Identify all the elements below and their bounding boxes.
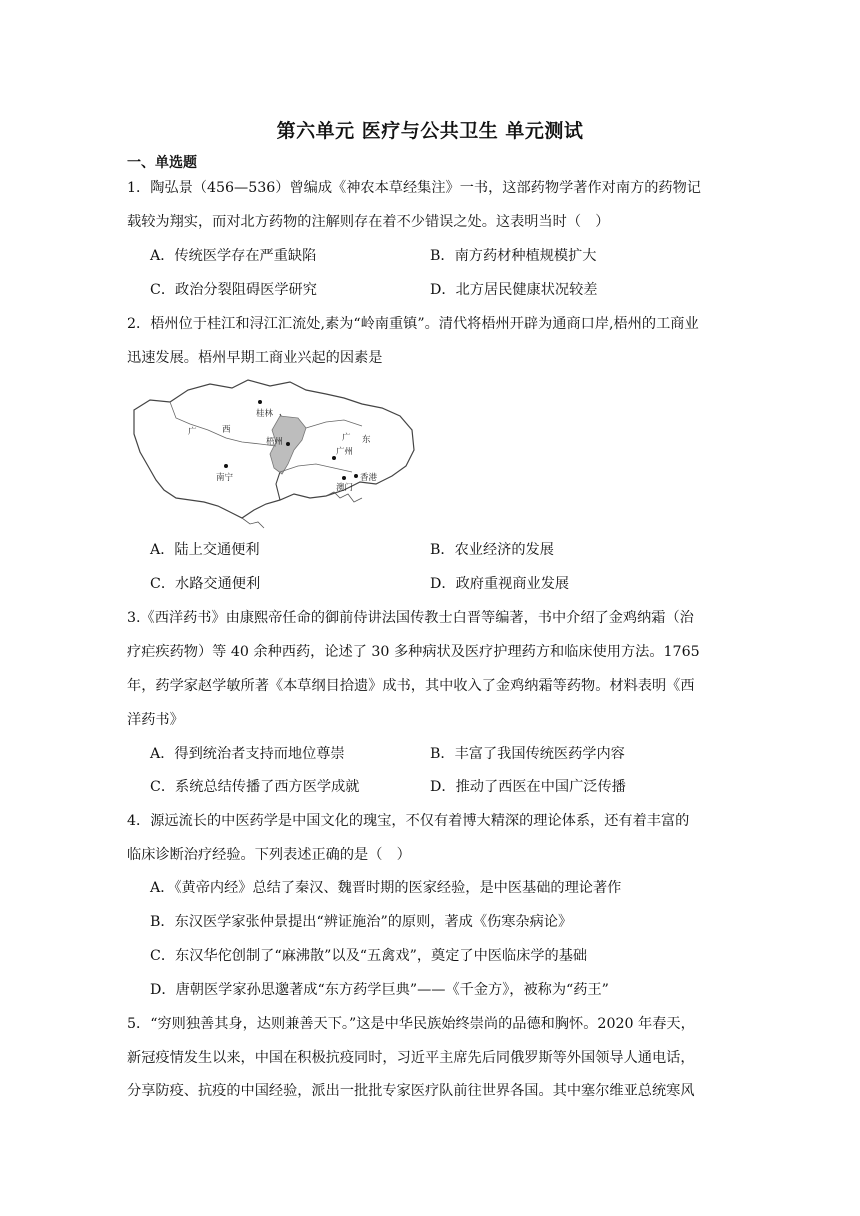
question-3-line-3: 年，药学家赵学敏所著《本草纲目拾遗》成书，其中收入了金鸡纳霜等药物。材料表明《西 [127, 678, 695, 694]
question-1-line-1: 1．陶弘景（456—536）曾编成《神农本草经集注》一书，这部药物学著作对南方的药物记 [127, 180, 701, 196]
question-3-option-d[interactable]: D．推动了西医在中国广泛传播 [430, 779, 626, 795]
question-2-line-1: 2．梧州位于桂江和浔江汇流处,素为“岭南重镇”。清代将梧州开辟为通商口岸,梧州的工商业 [127, 316, 699, 332]
question-3-line-1: 3.《西洋药书》由康熙帝任命的御前侍讲法国传教士白晋等编著，书中介绍了金鸡纳霜（治 [127, 610, 694, 626]
question-3-line-4: 洋药书》 [127, 712, 184, 728]
question-1-option-c[interactable]: C．政治分裂阻碍医学研究 [150, 282, 317, 298]
map-label-hongkong: 香港 [360, 473, 378, 483]
question-2-option-d[interactable]: D．政府重视商业发展 [430, 576, 570, 592]
question-4-line-2: 临床诊断治疗经验。下列表述正确的是（ ） [127, 847, 411, 863]
question-5-line-1: 5．“穷则独善其身，达则兼善天下。”这是中华民族始终崇尚的品德和胸怀。2020 年春天， [127, 1016, 695, 1032]
question-2-option-a[interactable]: A．陆上交通便利 [150, 542, 260, 558]
map-label-guang-east: 广 [342, 433, 351, 443]
macau-dot [342, 476, 346, 480]
question-4-option-d[interactable]: D．唐朝医学家孙思邈著成“东方药学巨典”——《千金方》，被称为“药王” [150, 982, 609, 998]
question-2-option-b[interactable]: B．农业经济的发展 [430, 542, 554, 558]
question-4-option-c[interactable]: C．东汉华佗创制了“麻沸散”以及“五禽戏”，奠定了中医临床学的基础 [150, 948, 588, 964]
map-label-wuzhou: 梧州 [266, 437, 284, 447]
map-label-guangzhou: 广州 [336, 447, 354, 457]
map-label-xi: 西 [222, 425, 231, 435]
question-1-option-d[interactable]: D．北方居民健康状况较差 [430, 282, 598, 298]
question-2-line-2: 迅速发展。梧州早期工商业兴起的因素是 [127, 350, 383, 366]
section-heading: 一、单选题 [127, 155, 197, 171]
question-5-line-3: 分享防疫、抗疫的中国经验，派出一批批专家医疗队前往世界各国。其中塞尔维亚总统寒风 [127, 1083, 695, 1099]
guangxi-guangdong-map [130, 372, 420, 534]
map-label-macau: 澳门 [336, 483, 354, 493]
question-5-line-2: 新冠疫情发生以来，中国在积极抗疫同时，习近平主席先后同俄罗斯等外国领导人通电话， [127, 1050, 695, 1066]
question-4-option-a[interactable]: A．《黄帝内经》总结了秦汉、魏晋时期的医家经验，是中医基础的理论著作 [150, 880, 622, 896]
map-label-guilin: 桂林 [256, 409, 274, 419]
map-label-guang-west: 广 [188, 427, 197, 437]
question-2-option-c[interactable]: C．水路交通便利 [150, 576, 261, 592]
nanning-dot [224, 464, 228, 468]
question-3-option-c[interactable]: C．系统总结传播了西方医学成就 [150, 779, 360, 795]
question-3-option-a[interactable]: A．得到统治者支持而地位尊崇 [150, 746, 345, 762]
map-label-nanning: 南宁 [216, 473, 234, 483]
wuzhou-dot [286, 442, 290, 446]
question-1-option-b[interactable]: B．南方药材种植规模扩大 [430, 248, 597, 264]
map-label-dong: 东 [362, 435, 371, 445]
guilin-dot [258, 400, 262, 404]
question-3-option-b[interactable]: B．丰富了我国传统医药学内容 [430, 746, 625, 762]
question-1-option-a[interactable]: A．传统医学存在严重缺陷 [150, 248, 317, 264]
question-4-line-1: 4．源远流长的中医药学是中国文化的瑰宝，不仅有着博大精深的理论体系，还有着丰富的 [127, 813, 690, 829]
question-4-option-b[interactable]: B．东汉医学家张仲景提出“辨证施治”的原则，著成《伤寒杂病论》 [150, 914, 573, 930]
question-3-line-2: 疗疟疾药物）等 40 余种西药，论述了 30 多种病状及医疗护理药方和临床使用方法。1765 [127, 644, 700, 660]
hongkong-dot [354, 474, 358, 478]
question-1-line-2: 载较为翔实，而对北方药物的注解则存在着不少错误之处。这表明当时（ ） [127, 214, 610, 230]
page-title: 第六单元 医疗与公共卫生 单元测试 [276, 120, 584, 142]
